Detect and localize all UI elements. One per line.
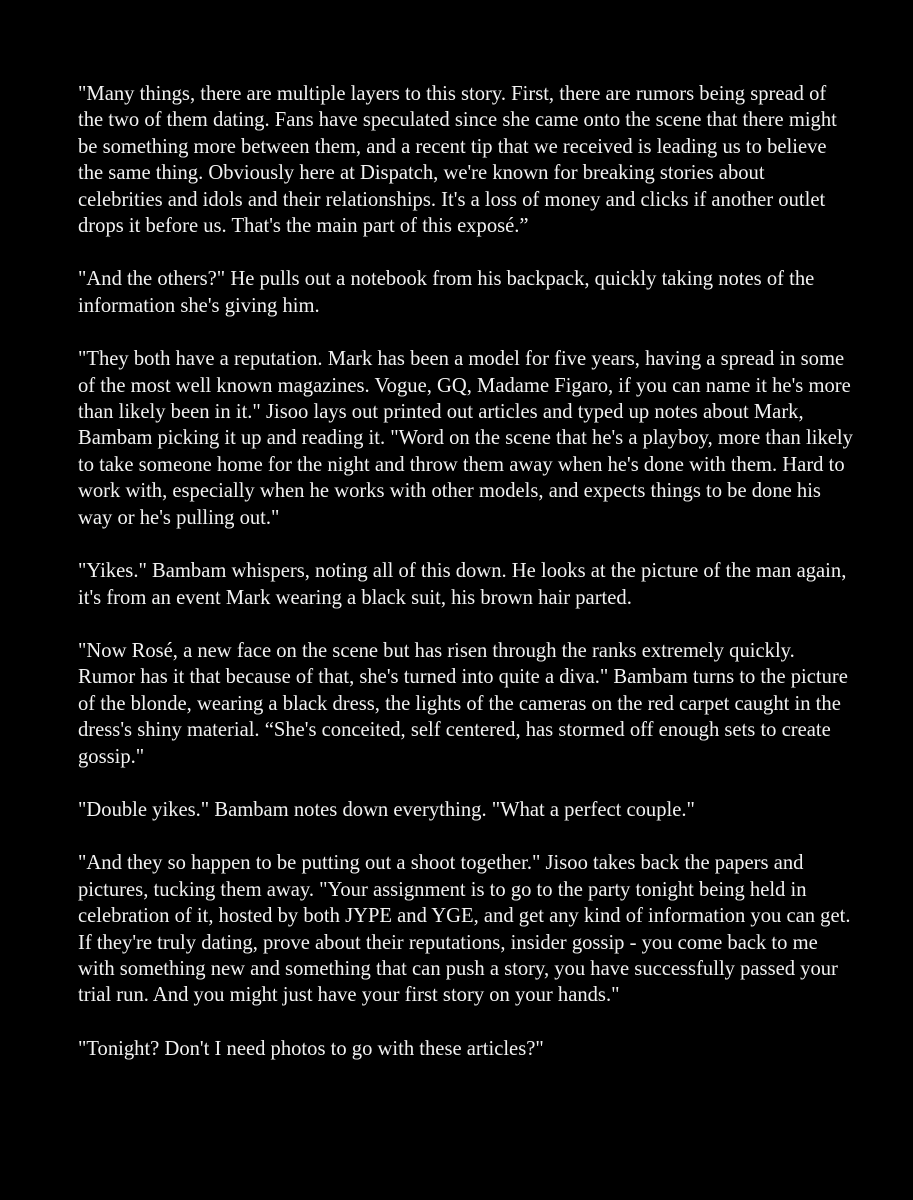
paragraph-3: "They both have a reputation. Mark has been a model for five years, having a spread in some of the most well known magazines. Vogue, GQ, Madame Figaro, if you can name it he's more than likely been in it." Jisoo lays out printed out articles and typed up notes about Mark, Bambam picking it up and reading it. "Word on the scene that he's a playboy, more than likely to take someone home for the night and throw them away when he's done with them. Hard to work with, especially when he works with other models, and expects things to be done his way or he's pulling out.": [78, 348, 853, 529]
paragraph-2: "And the others?" He pulls out a notebook from his backpack, quickly taking notes of the information she's giving him.: [78, 268, 815, 317]
paragraph-1: "Many things, there are multiple layers to this story. First, there are rumors being spread of the two of them dating. Fans have speculated since she came onto the scene that there might be something more between them, and a recent tip that we received is leading us to believe the same thing. Obviously here at Dispatch, we're known for breaking stories about celebrities and idols and their relationships. It's a loss of money and clicks if another outlet drops it before us. That's the main part of this exposé.”: [78, 83, 837, 238]
paragraph-8: "Tonight? Don't I need photos to go with these articles?": [78, 1037, 544, 1060]
paragraph-7: "And they so happen to be putting out a shoot together." Jisoo takes back the papers and pictures, tucking them away. "Your assignment is to go to the party tonight being held in celebration of it, hosted by both JYPE and YGE, and get any kind of information you can get. If they're truly dating, prove about their reputations, insider gossip - you come back to me with something new and something that can push a story, you have successfully passed your trial run. And you might just have your first story on your hands.": [78, 852, 851, 1007]
paragraph-4: "Yikes." Bambam whispers, noting all of this down. He looks at the picture of the man again, it's from an event Mark wearing a black suit, his brown hair parted.: [78, 560, 847, 609]
paragraph-5: "Now Rosé, a new face on the scene but has risen through the ranks extremely quickly. Rumor has it that because of that, she's turned into quite a diva." Bambam turns to the picture of the blonde, wearing a black dress, the lights of the cameras on the red carpet caught in the dress's shiny material. “She's conceited, self centered, has stormed off enough sets to create gossip.": [78, 639, 848, 768]
paragraph-6: "Double yikes." Bambam notes down everything. "What a perfect couple.": [78, 798, 695, 821]
